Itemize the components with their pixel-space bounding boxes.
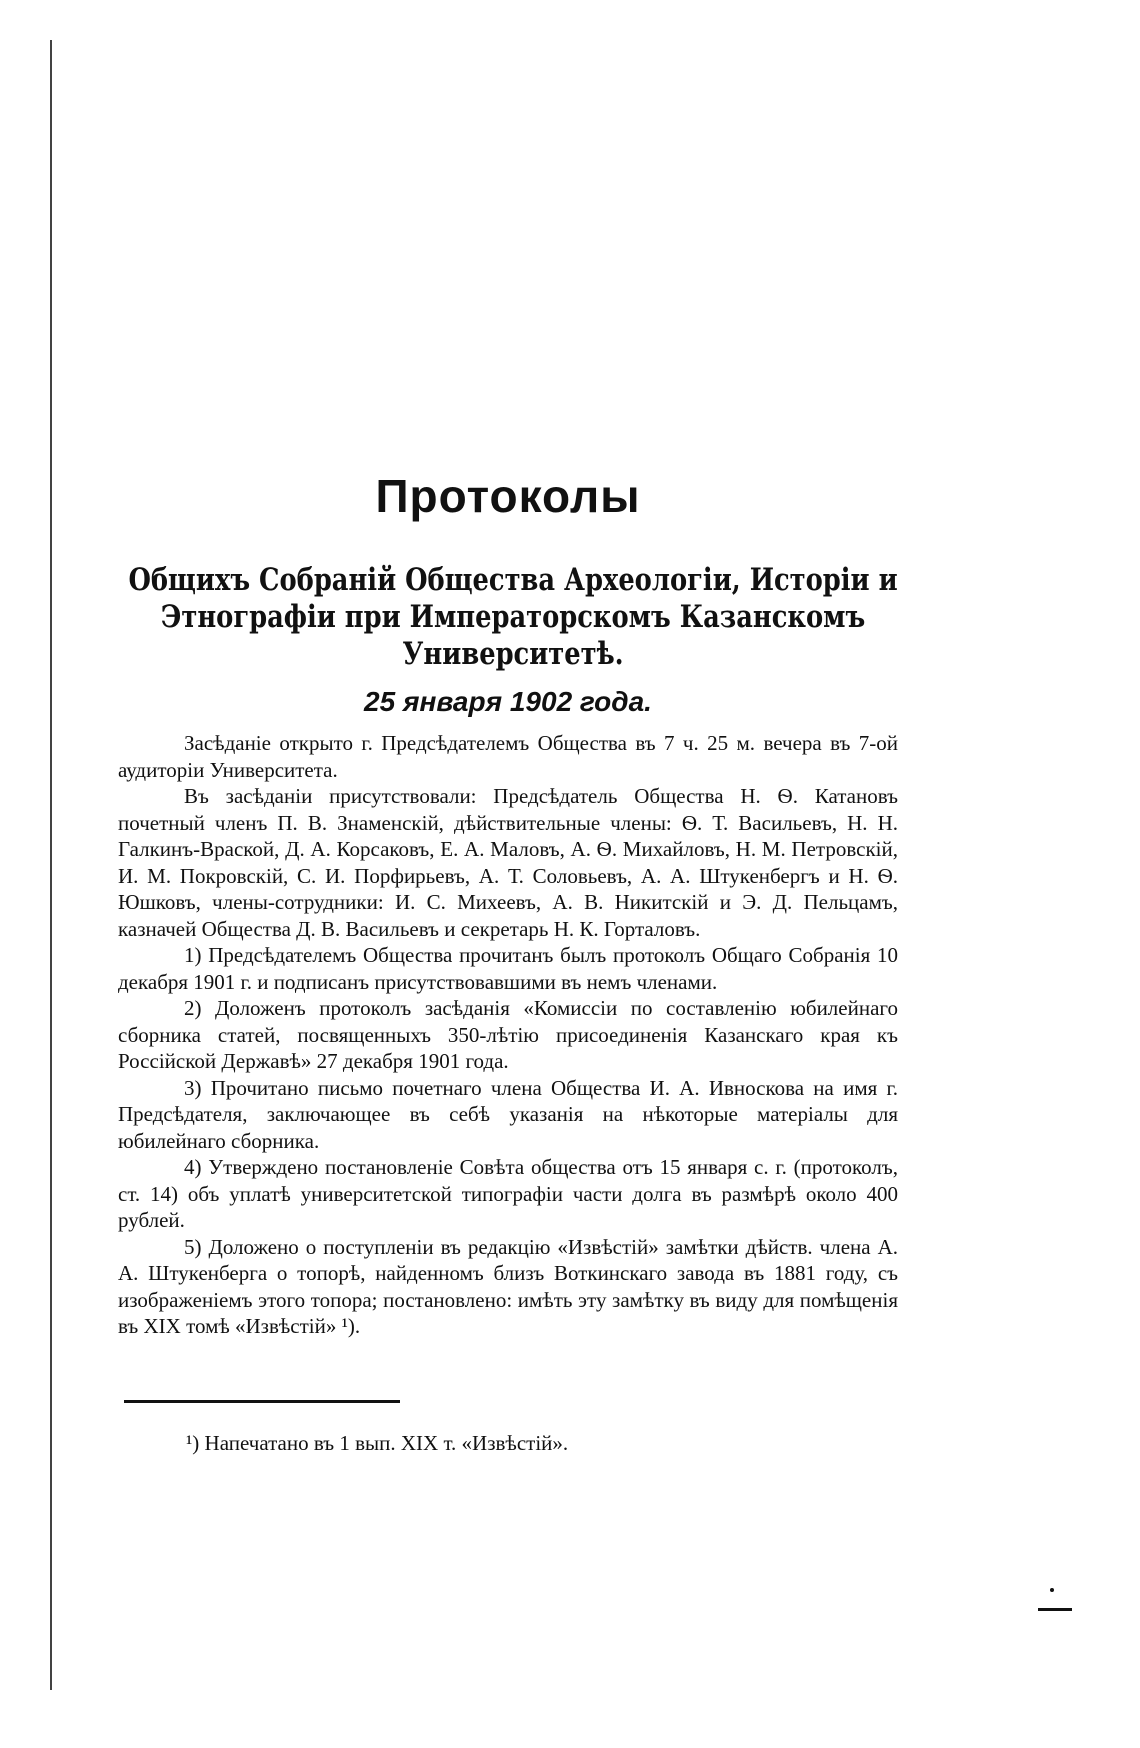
- paragraph-item-2: 2) Доложенъ протоколъ засѣданія «Комиссіи по составленію юбилейнаго сборника статей, посвященныхъ 350-лѣтію присоединенія Казанскаго края къ Россійской Державѣ» 27 декабря 1901 года.: [118, 996, 898, 1073]
- paragraph-opening: Засѣданіе открыто г. Предсѣдателемъ Общества въ 7 ч. 25 м. вечера въ 7-ой аудиторіи Университета.: [118, 731, 898, 782]
- meeting-date: 25 января 1902 года.: [364, 686, 652, 717]
- document-heading: Протоколы: [375, 470, 641, 522]
- paragraph-attendees: Въ засѣданіи присутствовали: Предсѣдатель Общества Н. Ѳ. Катановъ почетный членъ П. В. Знаменскій, дѣйствительные члены: Ѳ. Т. Васильевъ, Н. Н. Галкинъ-Враской, Д. А. Корсаковъ, Е. А. Маловъ, А. Ѳ. Михайловъ, Н. М. Петровскій, И. М. Покровскій, С. И. Порфирьевъ, А. Т. Соловьевъ, А. А. Штукенбергъ и Н. Ѳ. Юшковъ, члены-сотрудники: И. С. Михеевъ, А. В. Никитскій и Э. Д. Пельцамъ, казначей Общества Д. В. Васильевъ и секретарь Н. К. Горталовъ.: [118, 784, 898, 941]
- paragraph-item-4: 4) Утверждено постановленіе Совѣта общества отъ 15 января с. г. (протоколъ, ст. 14) объ уплатѣ университетской типографіи части долга въ размѣрѣ около 400 рублей.: [118, 1155, 898, 1232]
- footnote: ¹) Напечатано въ 1 вып. XIX т. «Извѣстій».: [186, 1431, 569, 1455]
- document-subheading: Общихъ Собраній Общества Археологіи, Исторіи и Этнографіи при Императорскомъ Казанскомъ Университетѣ.: [128, 562, 898, 672]
- paragraph-item-1: 1) Предсѣдателемъ Общества прочитанъ былъ протоколъ Общаго Собранія 10 декабря 1901 г. и подписанъ присутствовавшими въ немъ членами.: [118, 943, 898, 994]
- minutes-body: [118, 730, 898, 1340]
- paragraph-item-3: 3) Прочитано письмо почетнаго члена Общества И. А. Ивноскова на имя г. Предсѣдателя, заключающее въ себѣ указанія на нѣкоторые матеріалы для юбилейнаго сборника.: [118, 1075, 898, 1153]
- scan-binding-edge-line: [50, 40, 52, 1690]
- scan-mark-dot: [1050, 1588, 1054, 1592]
- scan-mark-dash: [1038, 1608, 1072, 1611]
- footnote-divider: [124, 1400, 400, 1403]
- paragraph-item-5: 5) Доложено о поступленіи въ редакцію «Извѣстій» замѣтки дѣйств. члена А. А. Штукенберга о топорѣ, найденномъ близъ Воткинскаго завода въ 1881 году, съ изображеніемъ этого топора; постановлено: имѣть эту замѣтку въ виду для помѣщенія въ XIX томѣ «Извѣстій» ¹).: [118, 1234, 898, 1338]
